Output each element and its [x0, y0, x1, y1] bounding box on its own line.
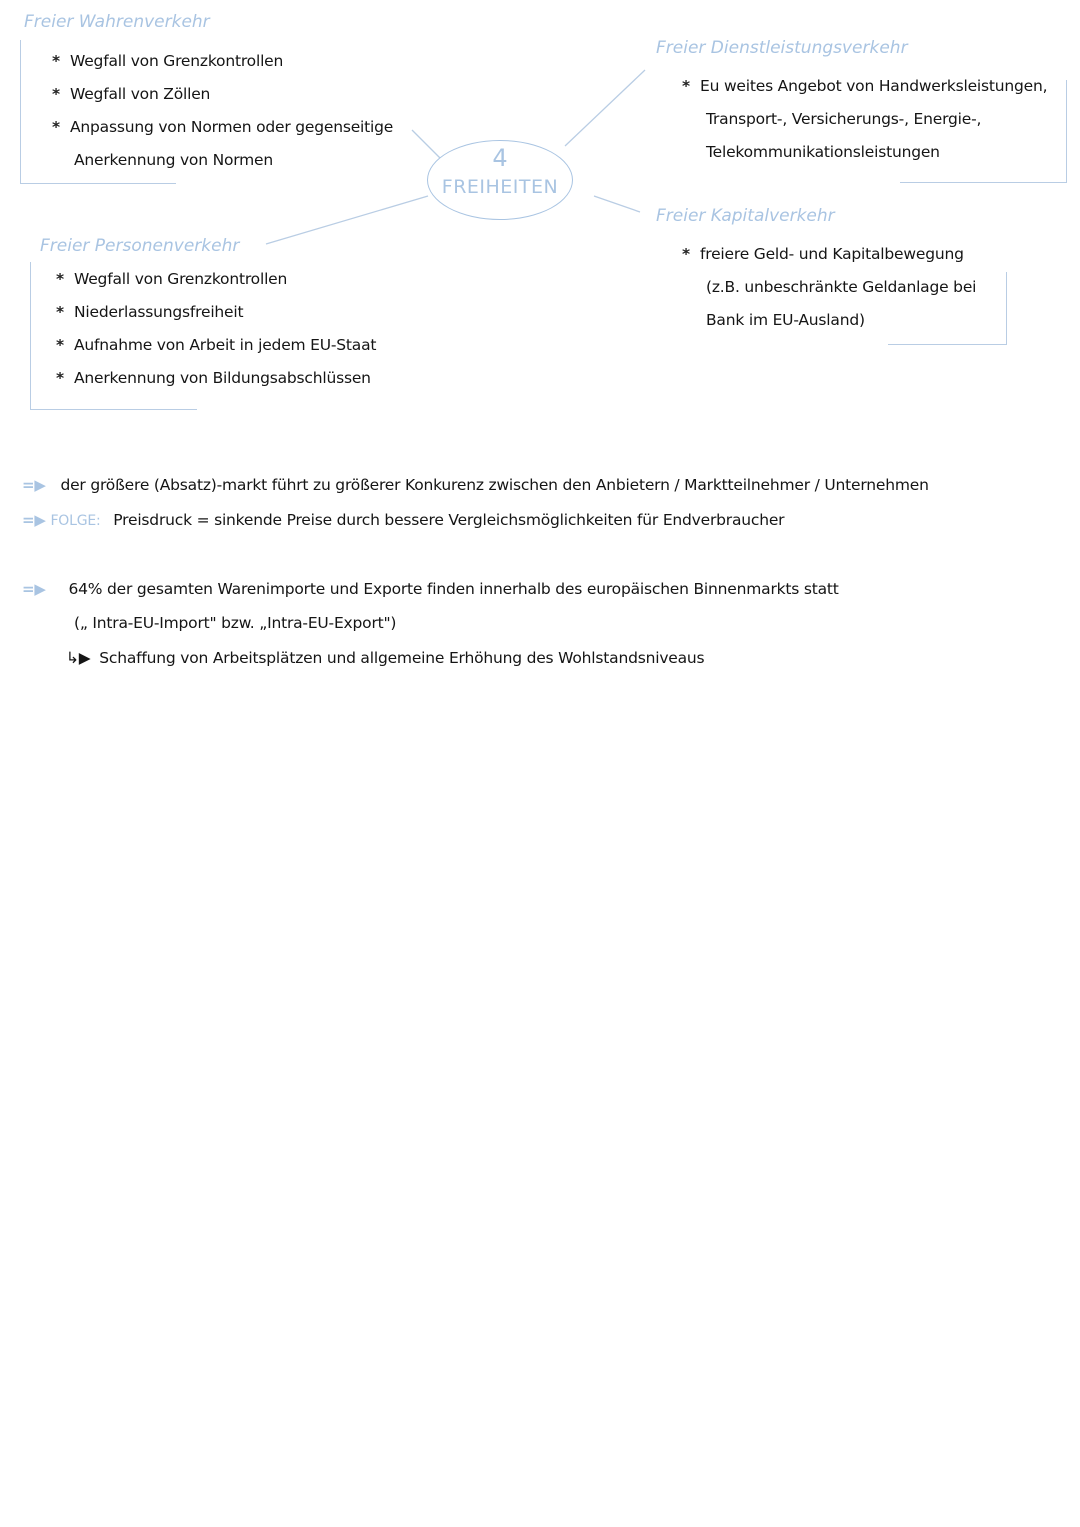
center-label: FREIHEITEN [441, 176, 559, 198]
note-line-4: („ Intra-EU-Import" bzw. „Intra-EU-Export") [74, 614, 397, 632]
double-arrow-icon: =▶ [22, 476, 46, 494]
bracket-dienstleistungsverkehr [900, 80, 1067, 183]
result-arrow-icon: ↳▶ [66, 649, 91, 667]
list-item: * Wegfall von Grenzkontrollen [52, 52, 284, 70]
folge-label: FOLGE: [50, 513, 101, 529]
bracket-warenverkehr [20, 40, 176, 184]
note-line-3: =▶ 64% der gesamten Warenimporte und Exporte finden innerhalb des europäischen Binnenmarkts statt [22, 580, 839, 598]
bullet-icon: * [682, 77, 690, 95]
list-item-continuation: (z.B. unbeschränkte Geldanlage bei [706, 278, 977, 296]
bullet-icon: * [56, 336, 64, 354]
list-item-continuation: Anerkennung von Normen [74, 151, 273, 169]
list-item-continuation: Transport-, Versicherungs-, Energie-, [706, 110, 982, 128]
heading-personenverkehr: Freier Personenverkehr [40, 236, 240, 256]
note-line-5: ↳▶ Schaffung von Arbeitsplätzen und allgemeine Erhöhung des Wohlstandsniveaus [66, 649, 705, 667]
connector-personen [266, 196, 428, 244]
list-item: * Wegfall von Zöllen [52, 85, 211, 103]
bullet-icon: * [682, 245, 690, 263]
list-item: * Anpassung von Normen oder gegenseitige [52, 118, 394, 136]
bracket-kapitalverkehr [888, 272, 1007, 345]
bullet-icon: * [56, 270, 64, 288]
list-item: * Anerkennung von Bildungsabschlüssen [56, 369, 371, 387]
list-item: * Aufnahme von Arbeit in jedem EU-Staat [56, 336, 377, 354]
double-arrow-icon: =▶ [22, 511, 46, 529]
bullet-icon: * [52, 118, 60, 136]
heading-dienstleistungsverkehr: Freier Dienstleistungsverkehr [656, 38, 908, 58]
connector-kapital [594, 196, 640, 212]
list-item: * freiere Geld- und Kapitalbewegung [682, 245, 964, 263]
bullet-icon: * [52, 85, 60, 103]
bullet-icon: * [56, 303, 64, 321]
bullet-icon: * [56, 369, 64, 387]
list-item-continuation: Bank im EU-Ausland) [706, 311, 865, 329]
double-arrow-icon: =▶ [22, 580, 46, 598]
center-number: 4 [492, 144, 508, 172]
bullet-icon: * [52, 52, 60, 70]
heading-kapitalverkehr: Freier Kapitalverkehr [656, 206, 835, 226]
connector-dienstleistung [565, 70, 645, 146]
heading-warenverkehr: Freier Wahrenverkehr [24, 12, 210, 32]
list-item: * Wegfall von Grenzkontrollen [56, 270, 288, 288]
note-line-1: =▶ der größere (Absatz)-markt führt zu größerer Konkurenz zwischen den Anbietern / Marktteilnehmer / Unternehmen [22, 476, 929, 494]
list-item-continuation: Telekommunikationsleistungen [706, 143, 940, 161]
bracket-personenverkehr [30, 262, 197, 410]
list-item: * Niederlassungsfreiheit [56, 303, 244, 321]
list-item: * Eu weites Angebot von Handwerksleistungen, [682, 77, 1048, 95]
note-line-2: =▶ FOLGE: Preisdruck = sinkende Preise durch bessere Vergleichsmöglichkeiten für Endverbraucher [22, 511, 785, 529]
